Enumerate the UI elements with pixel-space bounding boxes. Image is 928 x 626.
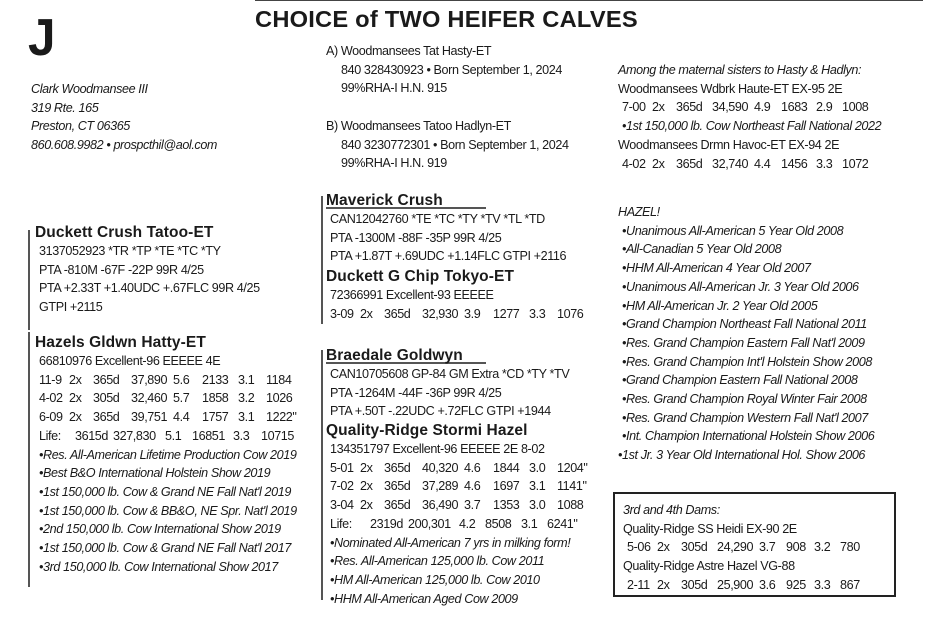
stormi-block (326, 421, 588, 608)
goldwyn-line-2: PTA -1264M -44F -36P 99R 4/25 (330, 385, 502, 400)
dam-block (35, 333, 297, 576)
stormi-record-3: 3-04 2x 365d 36,490 3.7 1353 3.0 1088 (330, 498, 584, 513)
tokyo-name: Duckett G Chip Tokyo-ET (326, 268, 515, 285)
stormi-honor-4: •HHM All-American Aged Cow 2009 (330, 591, 518, 606)
tokyo-record: 3-09 2x 365d 32,930 3.9 1277 3.3 1076 (330, 306, 584, 321)
dam-honor-7: •3rd 150,000 lb. Cow International Show 2017 (39, 559, 278, 574)
sire-block (35, 223, 260, 317)
hazel-honor-13: •1st Jr. 3 Year Old International Hol. Show 2006 (618, 448, 866, 463)
page-title: CHOICE of TWO HEIFER CALVES (255, 6, 638, 32)
sire-line-3: PTA +2.33T +1.40UDC +.67FLC 99R 4/25 (39, 281, 260, 296)
tokyo-reg: 72366991 Excellent-93 EEEEE (330, 288, 494, 302)
stormi-name: Quality-Ridge Stormi Hazel (326, 422, 528, 439)
hazel-honor-8: •Res. Grand Champion Int'l Holstein Show 2008 (622, 354, 872, 369)
pedigree-line-dam (28, 332, 30, 587)
pedigree-line-goldwyn (321, 350, 323, 600)
goldwyn-line-1: CAN10705608 GP-84 GM Extra *CD *TY *TV (330, 367, 570, 381)
third-fourth-dams-box (613, 492, 896, 597)
dams34-heading: 3rd and 4th Dams: (623, 503, 720, 517)
stormi-record-2: 7-02 2x 365d 37,289 4.6 1697 3.1 1141" (330, 479, 587, 494)
maverick-line-3: PTA +1.87T +.69UDC +1.14FLC GTPI +2116 (330, 249, 567, 264)
top-rule (255, 0, 923, 1)
dams34-cow1-record: 5-06 2x 305d 24,290 3.7 908 3.2 780 (627, 540, 860, 555)
sire-line-1: 3137052923 *TR *TP *TE *TC *TY (39, 244, 221, 258)
stormi-honor-1: •Nominated All-American 7 yrs in milking form! (330, 535, 571, 550)
goldwyn-name: Braedale Goldwyn (326, 347, 463, 364)
sire-name: Duckett Crush Tatoo-ET (35, 224, 214, 241)
calf-a (326, 42, 562, 98)
maternal-intro: Among the maternal sisters to Hasty & Hadlyn: (618, 63, 862, 77)
stormi-life-record: Life: 2319d 200,301 4.2 8508 3.1 6241" (330, 516, 578, 531)
goldwyn-block (326, 346, 569, 421)
hazel-honor-6: •Grand Champion Northeast Fall National 2011 (622, 317, 867, 332)
hazel-honor-3: •HHM All-American 4 Year Old 2007 (622, 261, 811, 276)
dams34-cow2-name: Quality-Ridge Astre Hazel VG-88 (623, 559, 795, 574)
maverick-name: Maverick Crush (326, 192, 443, 209)
dam-record-1: 11-9 2x 365d 37,890 5.6 2133 3.1 1184 (39, 372, 292, 387)
hazel-honor-1: •Unanimous All-American 5 Year Old 2008 (622, 223, 844, 238)
hazel-honor-7: •Res. Grand Champion Eastern Fall Nat'l 2009 (622, 335, 865, 350)
maternal-cow1-honor: •1st 150,000 lb. Cow Northeast Fall National 2022 (622, 119, 882, 134)
hazel-honor-4: •Unanimous All-American Jr. 3 Year Old 2006 (622, 279, 859, 294)
hazel-honor-11: •Res. Grand Champion Western Fall Nat'l 2007 (622, 410, 868, 425)
calf-b (326, 117, 569, 173)
stormi-honor-2: •Res. All-American 125,000 lb. Cow 2011 (330, 554, 545, 569)
maverick-line-1: CAN12042760 *TE *TC *TY *TV *TL *TD (330, 212, 545, 226)
dam-honor-1: •Res. All-American Lifetime Production Cow 2019 (39, 447, 297, 462)
sire-line-2: PTA -810M -67F -22P 99R 4/25 (39, 262, 204, 277)
calf-a-line1: 840 328430923 • Born September 1, 2024 (341, 62, 562, 77)
hazel-honor-2: •All-Canadian 5 Year Old 2008 (622, 242, 782, 257)
tokyo-block (326, 267, 583, 323)
dam-record-2: 4-02 2x 305d 32,460 5.7 1858 3.2 1026 (39, 391, 293, 406)
hazel-honor-5: •HM All-American Jr. 2 Year Old 2005 (622, 298, 818, 313)
dam-record-3: 6-09 2x 365d 39,751 4.4 1757 3.1 1222" (39, 410, 297, 425)
hazel-honor-12: •Int. Champion International Holstein Show 2006 (622, 429, 875, 444)
sire-line-4: GTPI +2115 (39, 300, 103, 315)
dam-honor-4: •1st 150,000 lb. Cow & BB&O, NE Spr. Nat'l 2019 (39, 503, 297, 518)
dam-honor-5: •2nd 150,000 lb. Cow International Show 2019 (39, 522, 281, 537)
dam-honor-2: •Best B&O International Holstein Show 2019 (39, 466, 271, 481)
consignor-name: Clark Woodmansee III (31, 82, 148, 96)
calf-b-line2: 99%RHA-I H.N. 919 (341, 156, 447, 171)
consignor-contact: 860.608.9982 • prospcthil@aol.com (31, 138, 218, 153)
dams34-cow2-record: 2-11 2x 305d 25,900 3.6 925 3.3 867 (627, 577, 860, 592)
hazel-honor-10: •Res. Grand Champion Royal Winter Fair 2008 (622, 392, 867, 407)
maternal-cow2-name: Woodmansees Drmn Havoc-ET EX-94 2E (618, 137, 840, 152)
stormi-record-1: 5-01 2x 365d 40,320 4.6 1844 3.0 1204" (330, 460, 588, 475)
consignor-address: 319 Rte. 165 (31, 100, 99, 115)
maternal-cow1-record: 7-00 2x 365d 34,590 4.9 1683 2.9 1008 (622, 100, 869, 115)
consignor-block (31, 80, 217, 155)
maverick-block (326, 191, 566, 266)
calf-a-line2: 99%RHA-I H.N. 915 (341, 81, 447, 96)
maternal-cow1-name: Woodmansees Wdbrk Haute-ET EX-95 2E (618, 81, 843, 96)
lot-letter: J (28, 9, 56, 67)
dam-honor-3: •1st 150,000 lb. Cow & Grand NE Fall Nat'l 2019 (39, 484, 291, 499)
dam-name: Hazels Gldwn Hatty-ET (35, 334, 206, 351)
stormi-reg: 134351797 Excellent-96 EEEEE 2E 8-02 (330, 442, 545, 456)
pedigree-line-sire (28, 230, 30, 330)
dams34-cow1-name: Quality-Ridge SS Heidi EX-90 2E (623, 521, 797, 536)
dam-honor-6: •1st 150,000 lb. Cow & Grand NE Fall Nat'l 2017 (39, 541, 291, 556)
dam-reg: 66810976 Excellent-96 EEEEE 4E (39, 354, 221, 368)
hazel-block (618, 203, 874, 465)
calf-b-line1: 840 3230772301 • Born September 1, 2024 (341, 137, 569, 152)
consignor-city: Preston, CT 06365 (31, 119, 130, 134)
goldwyn-line-3: PTA +.50T -.22UDC +.72FLC GTPI +1944 (330, 404, 551, 419)
hazel-heading: HAZEL! (618, 205, 660, 219)
calf-a-label: A) Woodmansees Tat Hasty-ET (326, 44, 492, 58)
maternal-block (618, 61, 881, 173)
maverick-line-2: PTA -1300M -88F -35P 99R 4/25 (330, 230, 502, 245)
maternal-cow2-record: 4-02 2x 365d 32,740 4.4 1456 3.3 1072 (622, 156, 869, 171)
hazel-honor-9: •Grand Champion Eastern Fall National 2008 (622, 373, 858, 388)
dam-life-record: Life: 3615d 327,830 5.1 16851 3.3 10715 (39, 428, 295, 443)
stormi-honor-3: •HM All-American 125,000 lb. Cow 2010 (330, 572, 540, 587)
calf-b-label: B) Woodmansees Tatoo Hadlyn-ET (326, 119, 511, 133)
pedigree-line-maverick (321, 196, 323, 324)
